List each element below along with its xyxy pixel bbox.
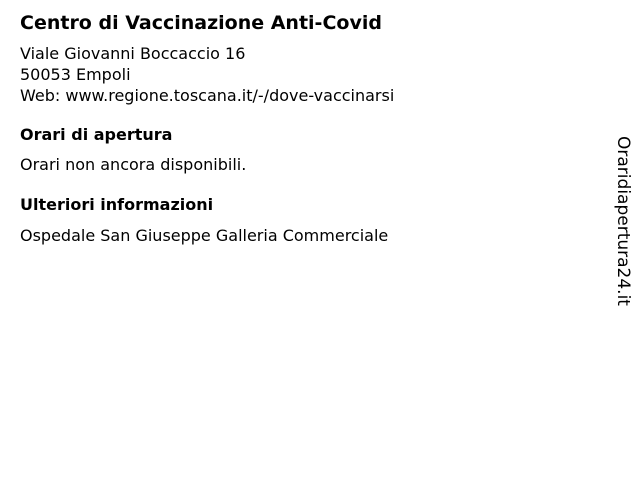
address-street: Viale Giovanni Boccaccio 16 [20, 44, 246, 63]
opening-hours-text: Orari non ancora disponibili. [20, 155, 247, 174]
site-watermark: Oraridiapertura24.it [613, 136, 633, 306]
more-info-text: Ospedale San Giuseppe Galleria Commerciale [20, 226, 389, 245]
listing-title: Centro di Vaccinazione Anti-Covid [20, 12, 382, 34]
website-prefix: Web: [20, 86, 66, 105]
address-city: 50053 Empoli [20, 65, 131, 84]
opening-hours-heading: Orari di apertura [20, 125, 173, 144]
website-line [20, 85, 394, 106]
more-info-heading: Ulteriori informazioni [20, 195, 214, 214]
website-link[interactable]: www.regione.toscana.it/-/dove-vaccinarsi [65, 86, 395, 105]
